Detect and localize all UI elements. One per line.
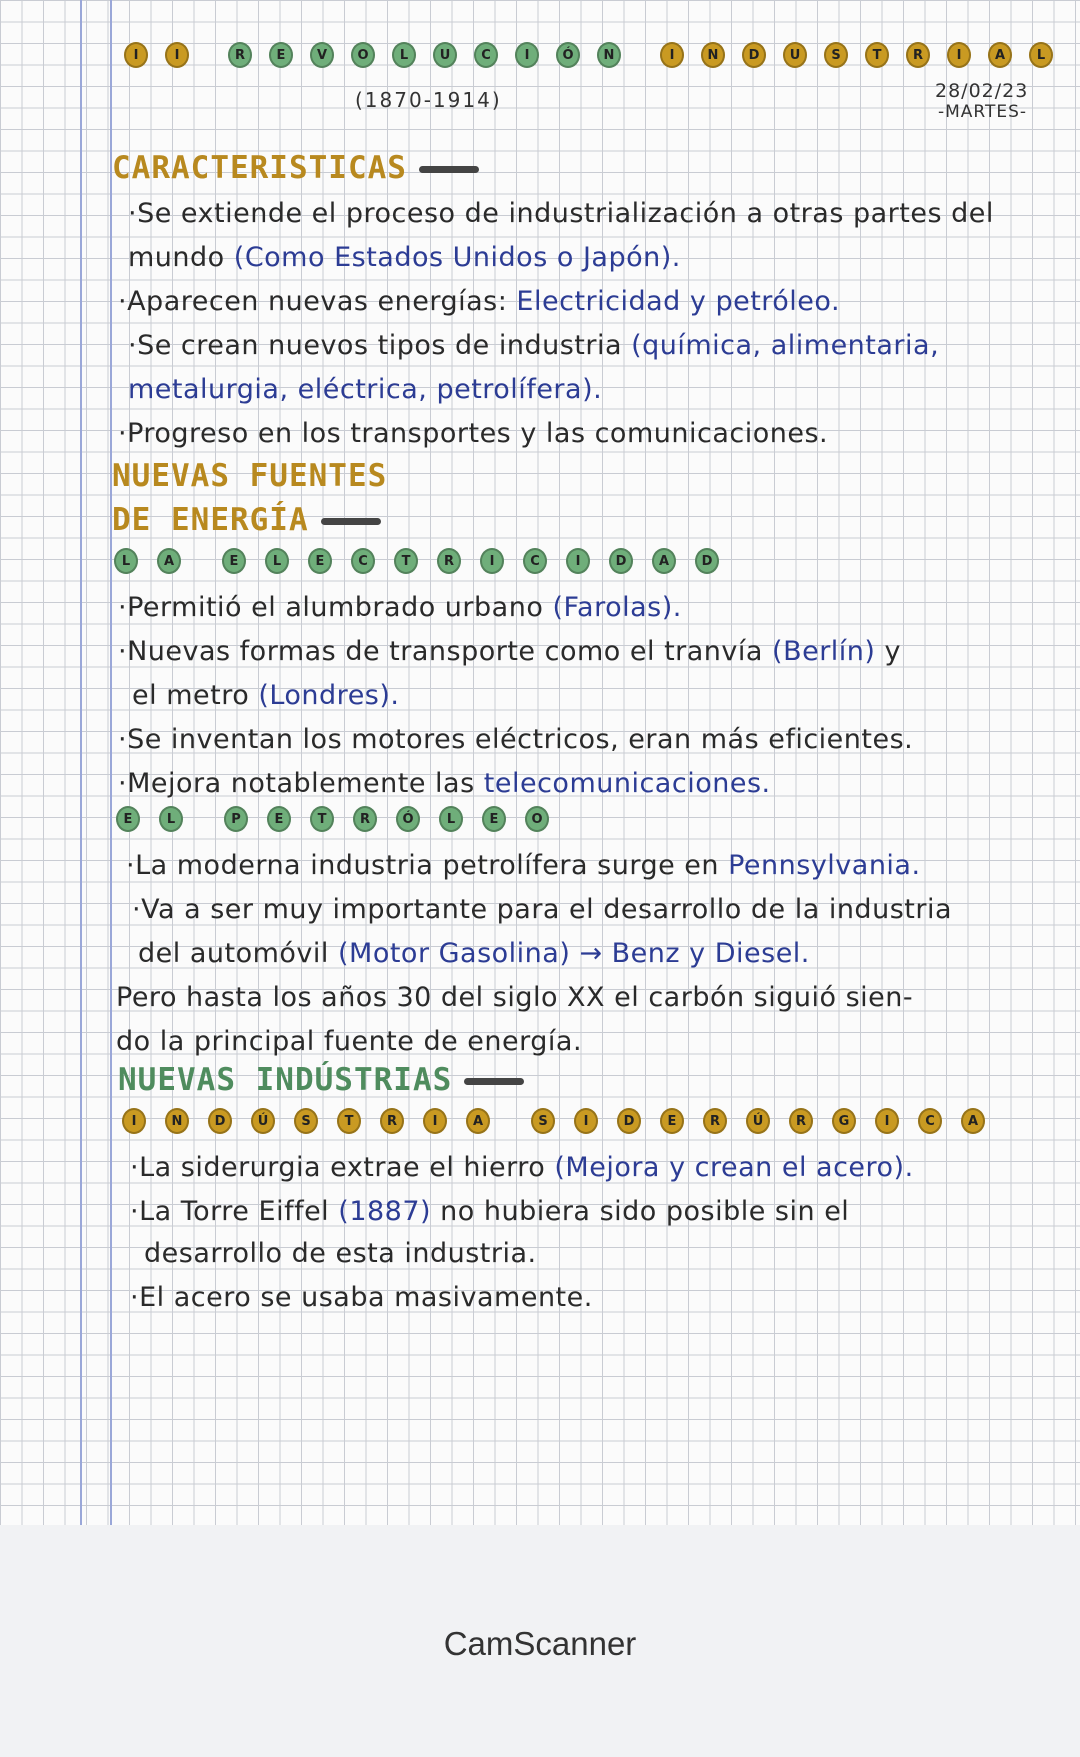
bubble-letter: U: [783, 42, 807, 68]
text: y: [875, 636, 902, 667]
text: ·Aparecen nuevas energías:: [118, 286, 517, 317]
heading-underline: [321, 518, 381, 525]
bubble-letter: R: [437, 548, 461, 574]
bubble-letter: E: [308, 548, 332, 574]
highlighted-text: (Como Estados Unidos o Japón).: [233, 242, 681, 273]
text: ·Permitió el alumbrado urbano: [118, 592, 553, 623]
highlighted-text: (Berlín): [772, 636, 876, 667]
margin-line: [80, 0, 82, 1525]
date: 28/02/23: [935, 80, 1029, 102]
text: ·Va a ser muy importante para el desarrollo de la industria: [132, 894, 952, 925]
bubble-letter: A: [157, 548, 181, 574]
section-heading: [112, 502, 381, 538]
bubble-letter: G: [832, 1108, 856, 1134]
note-line: [116, 1026, 582, 1057]
subheading-bubble-letters: [116, 806, 568, 832]
bubble-letter: Ú: [251, 1108, 275, 1134]
bubble-letter: R: [380, 1108, 404, 1134]
bubble-letter: L: [265, 548, 289, 574]
bubble-letter: S: [824, 42, 848, 68]
bubble-letter: I: [515, 42, 539, 68]
bubble-letter: T: [310, 806, 334, 832]
highlighted-text: metalurgia, eléctrica, petrolífera).: [128, 374, 603, 405]
bubble-letter: V: [310, 42, 334, 68]
bubble-letter: N: [701, 42, 725, 68]
period: (1870-1914): [355, 88, 502, 112]
highlighted-text: (1887): [338, 1196, 432, 1227]
bubble-letter: A: [988, 42, 1012, 68]
note-line: [128, 330, 939, 361]
heading-underline: [419, 166, 479, 173]
subheading-bubble-letters: [122, 1108, 1004, 1134]
text: desarrollo de esta industria.: [144, 1238, 537, 1269]
bubble-letter: E: [222, 548, 246, 574]
text: ·Se crean nuevos tipos de industria: [128, 330, 632, 361]
bubble-letter: I: [423, 1108, 447, 1134]
heading-text: NUEVAS FUENTES: [112, 458, 388, 494]
bubble-letter: D: [609, 548, 633, 574]
bubble-letter: R: [228, 42, 252, 68]
bubble-letter: Ó: [396, 806, 420, 832]
bubble-letter: I: [660, 42, 684, 68]
text: no hubiera sido posible sin el: [431, 1196, 850, 1227]
note-line: [118, 286, 840, 317]
note-line: [118, 418, 828, 449]
heading-text: CARACTERISTICAS: [112, 150, 407, 186]
note-line: [132, 680, 400, 711]
title-bubble-letters: [124, 42, 1070, 68]
camscanner-brand: CamScanner: [443, 1625, 637, 1662]
bubble-letter: T: [394, 548, 418, 574]
bubble-letter: N: [597, 42, 621, 68]
bubble-letter: C: [918, 1108, 942, 1134]
bubble-letter: I: [165, 42, 189, 68]
bubble-letter: A: [466, 1108, 490, 1134]
bubble-letter: D: [695, 548, 719, 574]
highlighted-text: (química, alimentaria,: [631, 330, 940, 361]
bubble-letter: U: [433, 42, 457, 68]
text: ·El acero se usaba masivamente.: [130, 1282, 593, 1313]
text: el metro: [132, 680, 259, 711]
bubble-letter: L: [439, 806, 463, 832]
heading-underline: [464, 1078, 524, 1085]
bubble-letter: D: [742, 42, 766, 68]
text: ·La Torre Eiffel: [130, 1196, 339, 1227]
bubble-letter: E: [269, 42, 293, 68]
bubble-letter: C: [523, 548, 547, 574]
note-line: [138, 938, 810, 969]
note-line: [128, 198, 994, 229]
bubble-letter: R: [353, 806, 377, 832]
highlighted-text: (Londres).: [258, 680, 400, 711]
bubble-letter: Ú: [746, 1108, 770, 1134]
bubble-letter: E: [482, 806, 506, 832]
bubble-letter: S: [294, 1108, 318, 1134]
bubble-letter: E: [116, 806, 140, 832]
margin-line: [110, 0, 112, 1525]
bubble-letter: O: [351, 42, 375, 68]
bubble-letter: O: [525, 806, 549, 832]
bubble-letter: I: [875, 1108, 899, 1134]
bubble-letter: A: [961, 1108, 985, 1134]
note-line: [118, 724, 913, 755]
bubble-letter: L: [392, 42, 416, 68]
bubble-letter: D: [208, 1108, 232, 1134]
text: del automóvil: [138, 938, 338, 969]
bubble-letter: L: [159, 806, 183, 832]
text: ·Nuevas formas de transporte como el tranvía: [118, 636, 773, 667]
section-heading: [118, 1062, 524, 1098]
highlighted-text: (Motor Gasolina) → Benz y Diesel.: [337, 938, 810, 969]
bubble-letter: C: [474, 42, 498, 68]
note-line: [118, 768, 771, 799]
bubble-letter: L: [114, 548, 138, 574]
highlighted-text: Electricidad y petróleo.: [516, 286, 841, 317]
text: Pero hasta los años 30 del siglo XX el carbón siguió sien-: [116, 982, 914, 1013]
bubble-letter: I: [480, 548, 504, 574]
bubble-letter: R: [703, 1108, 727, 1134]
text: ·La siderurgia extrae el hierro: [130, 1152, 555, 1183]
bubble-letter: L: [1029, 42, 1053, 68]
bubble-letter: C: [351, 548, 375, 574]
text: ·La moderna industria petrolífera surge en: [126, 850, 729, 881]
subheading-bubble-letters: [114, 548, 738, 574]
text: ·Mejora notablemente las: [118, 768, 484, 799]
bubble-letter: I: [122, 1108, 146, 1134]
note-line: [132, 894, 952, 925]
bubble-letter: R: [906, 42, 930, 68]
highlighted-text: (Mejora y crean el acero).: [554, 1152, 914, 1183]
highlighted-text: telecomunicaciones.: [483, 768, 771, 799]
heading-text: NUEVAS INDÚSTRIAS: [118, 1062, 453, 1098]
bubble-letter: N: [165, 1108, 189, 1134]
bubble-letter: R: [789, 1108, 813, 1134]
bubble-letter: I: [124, 42, 148, 68]
note-line: [130, 1196, 849, 1227]
highlighted-text: Pennsylvania.: [728, 850, 921, 881]
bubble-letter: Ó: [556, 42, 580, 68]
bubble-letter: T: [865, 42, 889, 68]
section-heading: [112, 150, 479, 186]
bubble-letter: D: [617, 1108, 641, 1134]
bubble-letter: I: [947, 42, 971, 68]
highlighted-text: (Farolas).: [552, 592, 682, 623]
bubble-letter: A: [652, 548, 676, 574]
section-heading: [112, 458, 387, 494]
text: ·Progreso en los transportes y las comunicaciones.: [118, 418, 829, 449]
note-line: [118, 592, 682, 623]
note-line: [144, 1238, 537, 1269]
bubble-letter: P: [224, 806, 248, 832]
bubble-letter: I: [574, 1108, 598, 1134]
note-line: [128, 242, 681, 273]
note-line: [128, 374, 602, 405]
note-line: [126, 850, 921, 881]
bubble-letter: I: [566, 548, 590, 574]
text: ·Se extiende el proceso de industrialización a otras partes del: [128, 198, 994, 229]
text: do la principal fuente de energía.: [116, 1026, 583, 1057]
note-line: [118, 636, 901, 667]
bubble-letter: S: [531, 1108, 555, 1134]
bubble-letter: E: [660, 1108, 684, 1134]
text: ·Se inventan los motores eléctricos, eran más eficientes.: [118, 724, 914, 755]
text: mundo: [128, 242, 234, 273]
bubble-letter: E: [267, 806, 291, 832]
note-line: [130, 1282, 593, 1313]
bubble-letter: T: [337, 1108, 361, 1134]
weekday: -MARTES-: [938, 102, 1028, 122]
heading-text: DE ENERGÍA: [112, 502, 309, 538]
note-line: [116, 982, 913, 1013]
note-line: [130, 1152, 914, 1183]
